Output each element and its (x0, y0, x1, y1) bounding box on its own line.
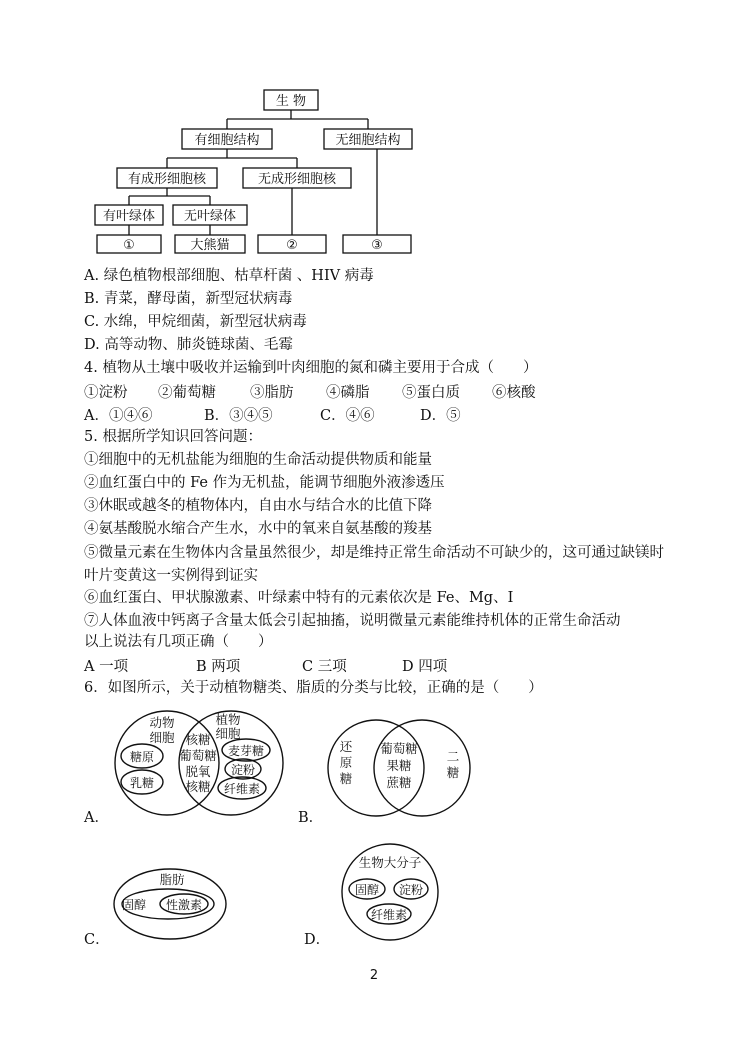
q6-label-d: D． (304, 932, 331, 948)
q4-item: ⑤蛋白质 (402, 385, 460, 401)
diag-c-sterol: 固醇 (121, 898, 147, 912)
diag-a-mid-3: 脱氧 (185, 764, 211, 779)
diag-d-starch: 淀粉 (398, 883, 424, 897)
q4-option-d: D．⑤ (420, 408, 461, 424)
q5-option-a: A 一项 (84, 659, 129, 675)
tree-leaf-panda: 大熊猫 (190, 238, 230, 253)
diag-a-animal-1: 动物 (149, 715, 175, 730)
tree-with-chloroplast: 有叶绿体 (102, 209, 156, 224)
q6-label-a: A． (84, 810, 109, 826)
q3-option-d: D. 高等动物、肺炎链球菌、毛霉 (84, 337, 293, 353)
diag-b-left-1: 还 (339, 739, 353, 754)
q4-item: ③脂肪 (250, 385, 294, 401)
diag-a-cellulose: 纤维素 (223, 782, 261, 796)
diag-a-animal-2: 细胞 (149, 730, 175, 745)
diag-a-plant-2: 细胞 (215, 726, 241, 741)
q4-item: ①淀粉 (84, 385, 128, 401)
diag-b-left-2: 原 (339, 755, 353, 770)
q3-option-b: B. 青菜，酵母菌，新型冠状病毒 (84, 291, 293, 307)
venn-diagram-b (326, 714, 474, 826)
diag-c-sex-hormone: 性激素 (165, 898, 203, 912)
classification-tree-diagram (90, 88, 420, 256)
tree-cellular: 有细胞结构 (194, 133, 260, 148)
diag-a-mid-4: 核糖 (185, 779, 211, 794)
tree-leaf-2: ② (286, 238, 298, 253)
diag-c-fat: 脂肪 (159, 872, 185, 887)
q4-option-c: C．④⑥ (320, 408, 375, 424)
diag-b-right-2: 糖 (446, 765, 460, 780)
diag-a-mid-1: 核糖 (185, 732, 211, 747)
diag-b-mid-1: 葡萄糖 (380, 741, 418, 756)
venn-diagram-a (112, 708, 288, 820)
page-number: 2 (369, 968, 379, 983)
venn-diagram-c (110, 866, 234, 942)
diag-b-left-3: 糖 (339, 771, 353, 786)
q6-stem: 6．如图所示，关于动植物糖类、脂质的分类与比较，正确的是（ ） (84, 680, 543, 696)
q5-stem: 5. 根据所学知识回答问题： (84, 429, 262, 445)
venn-diagram-d (338, 842, 442, 942)
q4-stem: 4. 植物从土壤中吸收并运输到叶肉细胞的氮和磷主要用于合成（ ） (84, 360, 538, 376)
q6-label-c: C． (84, 932, 110, 948)
diag-a-plant-1: 植物 (215, 712, 241, 727)
diag-b-right-1: 二 (446, 749, 460, 764)
tree-nucleated: 有成形细胞核 (127, 172, 207, 187)
q4-option-a: A．①④⑥ (84, 408, 153, 424)
diag-d-cellulose: 纤维素 (370, 908, 408, 922)
tree-leaf-3: ③ (371, 238, 383, 253)
diag-a-mid-2: 葡萄糖 (179, 748, 217, 763)
q4-item: ④磷脂 (326, 385, 370, 401)
q5-option-c: C 三项 (302, 659, 347, 675)
diag-d-macromolecule: 生物大分子 (358, 855, 422, 870)
diag-a-lactose: 乳糖 (129, 776, 155, 790)
q6-label-b: B． (298, 810, 324, 826)
q5-statement-1: ①细胞中的无机盐能为细胞的生命活动提供物质和能量 (84, 452, 432, 468)
q5-statement-6: ⑥血红蛋白、甲状腺激素、叶绿素中特有的元素依次是 Fe、Mg、I (84, 590, 514, 606)
q5-ask: 以上说法有几项正确（ ） (84, 634, 273, 650)
q4-item: ②葡萄糖 (158, 385, 216, 401)
tree-without-chloroplast: 无叶绿体 (183, 209, 237, 224)
diag-a-glycogen: 糖原 (129, 750, 155, 764)
diag-d-sterol: 固醇 (354, 883, 380, 897)
tree-acellular: 无细胞结构 (335, 133, 401, 148)
q5-statement-3: ③休眠或越冬的植物体内，自由水与结合水的比值下降 (84, 498, 432, 514)
q4-option-b: B．③④⑤ (204, 408, 273, 424)
q3-option-a: A. 绿色植物根部细胞、枯草杆菌 、HIV 病毒 (84, 268, 374, 284)
tree-leaf-1: ① (123, 238, 135, 253)
q5-statement-2: ②血红蛋白中的 Fe 作为无机盐，能调节细胞外液渗透压 (84, 475, 445, 491)
tree-non-nucleated: 无成形细胞核 (257, 172, 337, 187)
tree-root: 生 物 (275, 94, 307, 109)
q4-item: ⑥核酸 (492, 385, 536, 401)
q5-statement-5: ⑤微量元素在生物体内含量虽然很少，却是维持正常生命活动不可缺少的，这可通过缺镁时叶片变黄这一实例得到证实 (84, 545, 664, 584)
q5-option-b: B 两项 (196, 659, 241, 675)
q5-statement-7: ⑦人体血液中钙离子含量太低会引起抽搐，说明微量元素能维持机体的正常生命活动 (84, 613, 621, 629)
q5-statement-4: ④氨基酸脱水缩合产生水，水中的氧来自氨基酸的羧基 (84, 521, 432, 537)
q5-option-d: D 四项 (402, 659, 448, 675)
diag-b-mid-2: 果糖 (386, 758, 412, 773)
diag-a-starch: 淀粉 (230, 763, 256, 777)
diag-a-maltose: 麦芽糖 (227, 744, 265, 758)
diag-b-mid-3: 蔗糖 (386, 775, 412, 790)
q3-option-c: C. 水绵，甲烷细菌，新型冠状病毒 (84, 314, 307, 330)
